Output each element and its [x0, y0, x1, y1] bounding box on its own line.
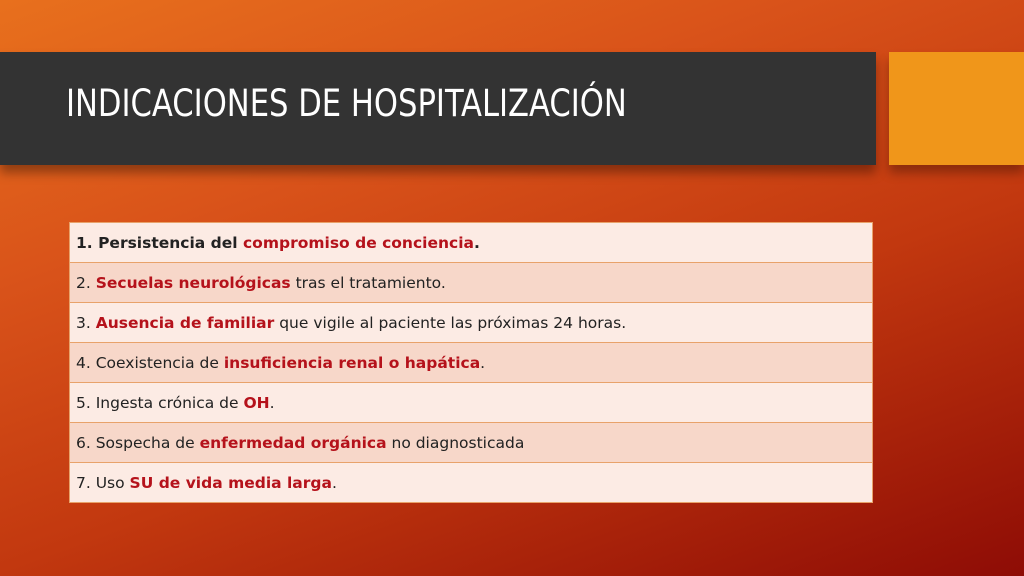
- table-cell: [70, 383, 873, 423]
- table-row: [70, 383, 873, 423]
- row-prefix: 5. Ingesta crónica de: [76, 393, 244, 412]
- row-highlight: Secuelas neurológicas: [95, 273, 291, 292]
- row-highlight: OH: [243, 393, 270, 412]
- accent-square: [889, 52, 1024, 165]
- row-suffix: no diagnosticada: [386, 433, 525, 452]
- table-cell: [70, 263, 873, 303]
- row-prefix: 7. Uso: [76, 473, 130, 492]
- row-suffix: que vigile al paciente las próximas 24 horas.: [274, 313, 627, 332]
- row-prefix: 6. Sospecha de: [76, 433, 200, 452]
- row-suffix: .: [269, 393, 275, 412]
- row-prefix: 3.: [76, 313, 96, 332]
- table-cell: [70, 303, 873, 343]
- row-prefix: 2.: [76, 273, 96, 292]
- table-row: [70, 423, 873, 463]
- row-highlight: compromiso de conciencia: [242, 233, 474, 252]
- row-suffix: .: [331, 473, 337, 492]
- table-row: [70, 343, 873, 383]
- table-cell: [70, 463, 873, 503]
- table-cell: [70, 223, 873, 263]
- row-prefix: 4. Coexistencia de: [76, 353, 224, 372]
- indications-table: [69, 222, 873, 503]
- row-suffix: .: [480, 353, 486, 372]
- row-suffix: .: [473, 233, 480, 252]
- table-cell: [70, 423, 873, 463]
- row-highlight: insuficiencia renal o hapática: [223, 353, 481, 372]
- row-highlight: enfermedad orgánica: [199, 433, 387, 452]
- row-highlight: SU de vida media larga: [129, 473, 332, 492]
- row-suffix: tras el tratamiento.: [290, 273, 446, 292]
- table-row: [70, 303, 873, 343]
- table-row: [70, 223, 873, 263]
- row-prefix: 1. Persistencia del: [76, 233, 243, 252]
- table-row: [70, 463, 873, 503]
- row-highlight: Ausencia de familiar: [95, 313, 275, 332]
- slide-title: INDICACIONES DE HOSPITALIZACIÓN: [66, 82, 627, 125]
- table-row: [70, 263, 873, 303]
- table-cell: [70, 343, 873, 383]
